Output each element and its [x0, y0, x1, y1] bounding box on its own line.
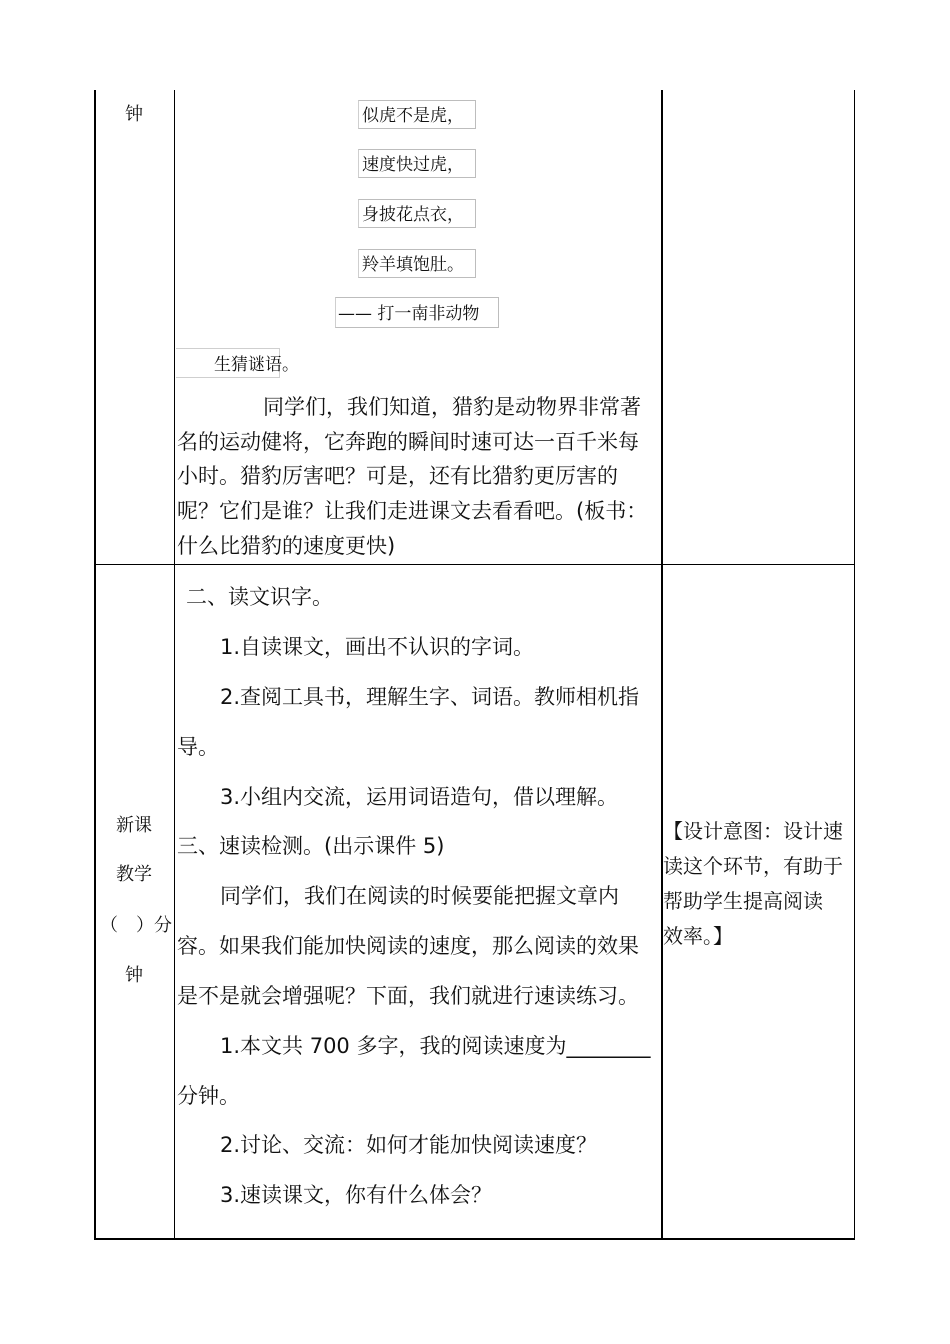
section2-label: 钟: [125, 965, 143, 986]
content-line: 2.讨论、交流：如何才能加快阅读速度？: [220, 1133, 598, 1157]
section2-label: （ ）分: [100, 915, 172, 936]
riddle-line: 似虎不是虎，: [362, 106, 464, 126]
table-left-border: [94, 90, 96, 1239]
content-heading: 二、读文识字。: [186, 585, 333, 609]
table-col-divider-1: [174, 90, 175, 1239]
section1-time-label: 钟: [125, 104, 143, 125]
content-line: 容。如果我们能加快阅读的速度，那么阅读的效果: [177, 934, 639, 958]
section2-label: 新课: [116, 815, 152, 836]
content-line: 导。: [177, 735, 219, 759]
intro-line: 呢？它们是谁？让我们走进课文去看看吧。(板书：: [177, 499, 648, 523]
content-line: 3.小组内交流，运用词语造句，借以理解。: [220, 785, 619, 809]
riddle-line: 身披花点衣，: [362, 205, 464, 225]
intro-line: 名的运动健将，它奔跑的瞬间时速可达一百千米每: [177, 430, 639, 454]
intro-line: 同学们，我们知道，猎豹是动物界非常著: [263, 395, 641, 419]
table-row-divider: [94, 564, 855, 565]
table-bottom-border: [94, 1238, 855, 1240]
guess-line: 生猜谜语。: [214, 355, 299, 375]
section2-label: 教学: [116, 864, 152, 885]
content-line: 3.速读课文，你有什么体会？: [220, 1183, 493, 1207]
riddle-line: 羚羊填饱肚。: [362, 255, 464, 275]
table-right-border: [854, 90, 855, 1239]
riddle-line: 速度快过虎，: [362, 155, 464, 175]
content-line: 1.本文共 700 多字，我的阅读速度为________: [220, 1034, 651, 1058]
content-line: 分钟。: [177, 1084, 240, 1108]
content-line: 同学们，我们在阅读的时候要能把握文章内: [220, 884, 619, 908]
design-note-line: 效率。】: [663, 924, 733, 948]
intro-line: 小时。猎豹厉害吧？可是，还有比猎豹更厉害的: [177, 464, 618, 488]
table-col-divider-2: [661, 90, 663, 1239]
intro-line: 什么比猎豹的速度更快): [177, 534, 396, 558]
riddle-answer-hint: —— 打一南非动物: [338, 304, 480, 324]
design-note-line: 帮助学生提高阅读: [663, 889, 823, 913]
design-note-line: 读这个环节，有助于: [663, 854, 843, 878]
content-line: 是不是就会增强呢？下面，我们就进行速读练习。: [177, 984, 639, 1008]
design-note-line: 【设计意图：设计速: [663, 819, 843, 843]
content-line: 1.自读课文，画出不认识的字词。: [220, 635, 535, 659]
content-line: 2.查阅工具书，理解生字、词语。教师相机指: [220, 685, 640, 709]
content-heading: 三、速读检测。(出示课件 5): [177, 834, 445, 858]
